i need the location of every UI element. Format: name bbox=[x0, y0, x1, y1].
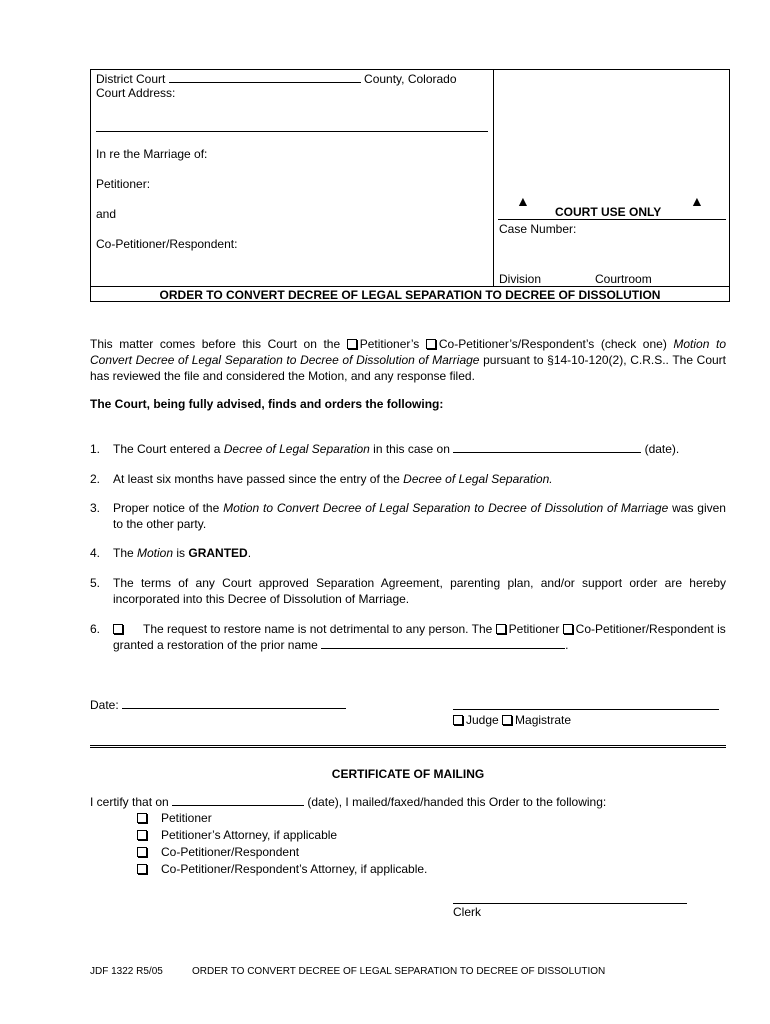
date-line: Date: bbox=[90, 697, 346, 712]
recipient-checkbox[interactable] bbox=[137, 864, 147, 874]
caption-divider bbox=[493, 69, 494, 286]
list-item: Co-Petitioner/Respondent’s Attorney, if applicable. bbox=[137, 861, 427, 878]
recipient-checkbox[interactable] bbox=[137, 813, 147, 823]
triangle-left-icon: ▲ bbox=[516, 193, 530, 209]
clerk-signature-line[interactable] bbox=[453, 903, 687, 904]
recipient-checkbox[interactable] bbox=[137, 830, 147, 840]
finding-item-6: 6. The request to restore name is not detrimental to any person. The Petitioner Co-Petitioner/Respondent is granted a restoration of the prior name . bbox=[90, 622, 726, 652]
recipient-list bbox=[137, 810, 427, 878]
list-item: Petitioner’s Attorney, if applicable bbox=[137, 827, 427, 844]
magistrate-checkbox[interactable] bbox=[502, 715, 512, 725]
division-label: Division bbox=[499, 272, 542, 286]
court-address-label: Court Address: bbox=[96, 86, 176, 100]
finding-item-4: 4. The Motion is GRANTED. bbox=[90, 546, 252, 560]
county-blank[interactable] bbox=[169, 71, 361, 83]
decree-date-blank[interactable] bbox=[453, 441, 641, 453]
certify-line: I certify that on (date), I mailed/faxed/handed this Order to the following: bbox=[90, 795, 607, 809]
restore-petitioner-checkbox[interactable] bbox=[496, 624, 506, 634]
judge-checkbox[interactable] bbox=[453, 715, 463, 725]
finding-item-2: 2. At least six months have passed since the entry of the Decree of Legal Separation. bbox=[90, 472, 553, 486]
court-use-line bbox=[498, 219, 726, 220]
date-blank[interactable] bbox=[122, 697, 346, 709]
court-use-only-label: COURT USE ONLY bbox=[555, 205, 662, 219]
restore-name-checkbox[interactable] bbox=[113, 624, 123, 634]
petitioner-label: Petitioner: bbox=[96, 177, 151, 191]
triangle-right-icon: ▲ bbox=[690, 193, 704, 209]
caption-box bbox=[90, 69, 730, 302]
petitioner-checkbox[interactable] bbox=[347, 339, 357, 349]
prior-name-blank[interactable] bbox=[321, 637, 565, 649]
in-re-label: In re the Marriage of: bbox=[96, 147, 208, 161]
list-item: Petitioner bbox=[137, 810, 427, 827]
restore-co-petitioner-checkbox[interactable] bbox=[563, 624, 573, 634]
document-title: ORDER TO CONVERT DECREE OF LEGAL SEPARATION TO DECREE OF DISSOLUTION bbox=[159, 288, 661, 302]
county-label: County, Colorado bbox=[364, 72, 457, 86]
finding-item-3: 3. Proper notice of the Motion to Convert Decree of Legal Separation to Decree of Dissolution of Marriage was given to the other party. bbox=[90, 501, 726, 531]
case-number-label: Case Number: bbox=[499, 222, 577, 236]
certificate-heading: CERTIFICATE OF MAILING bbox=[331, 767, 485, 781]
list-item: Co-Petitioner/Respondent bbox=[137, 844, 427, 861]
judge-signature-line[interactable] bbox=[453, 709, 719, 710]
finding-item-5: 5. The terms of any Court approved Separation Agreement, parenting plan, and/or support order are hereby incorporated into this Decree of Dissolution of Marriage. bbox=[90, 576, 726, 606]
form-id: JDF 1322 R5/05 bbox=[90, 966, 163, 977]
intro-paragraph: This matter comes before this Court on the Petitioner’s Co-Petitioner’s/Respondent’s (check one) Motion to Convert Decree of Legal Separation to Decree of Dissolution of Marriage pursuant to §14-10-120(2), C.R.S.. The Court has reviewed the file and considered the Motion, and any response filed. bbox=[90, 337, 726, 383]
courtroom-label: Courtroom bbox=[595, 272, 652, 286]
section-divider bbox=[90, 745, 726, 748]
recipient-checkbox[interactable] bbox=[137, 847, 147, 857]
footer-title: ORDER TO CONVERT DECREE OF LEGAL SEPARATION TO DECREE OF DISSOLUTION bbox=[192, 966, 606, 977]
district-court-label: District Court bbox=[96, 72, 166, 86]
district-court-line bbox=[96, 71, 457, 86]
judge-magistrate-options: Judge Magistrate bbox=[453, 713, 571, 727]
co-petitioner-checkbox[interactable] bbox=[426, 339, 436, 349]
motion-title: Motion to Convert Decree of Legal Separation to Decree of Dissolution of Marriage bbox=[90, 337, 726, 367]
title-divider bbox=[90, 286, 730, 287]
and-label: and bbox=[96, 207, 117, 221]
findings-heading: The Court, being fully advised, finds and orders the following: bbox=[90, 397, 444, 411]
clerk-label: Clerk bbox=[453, 905, 482, 919]
court-address-line[interactable] bbox=[96, 131, 488, 132]
mailing-date-blank[interactable] bbox=[172, 794, 304, 806]
co-petitioner-label: Co-Petitioner/Respondent: bbox=[96, 237, 238, 251]
finding-item-1: 1. The Court entered a Decree of Legal Separation in this case on (date). bbox=[90, 442, 680, 456]
